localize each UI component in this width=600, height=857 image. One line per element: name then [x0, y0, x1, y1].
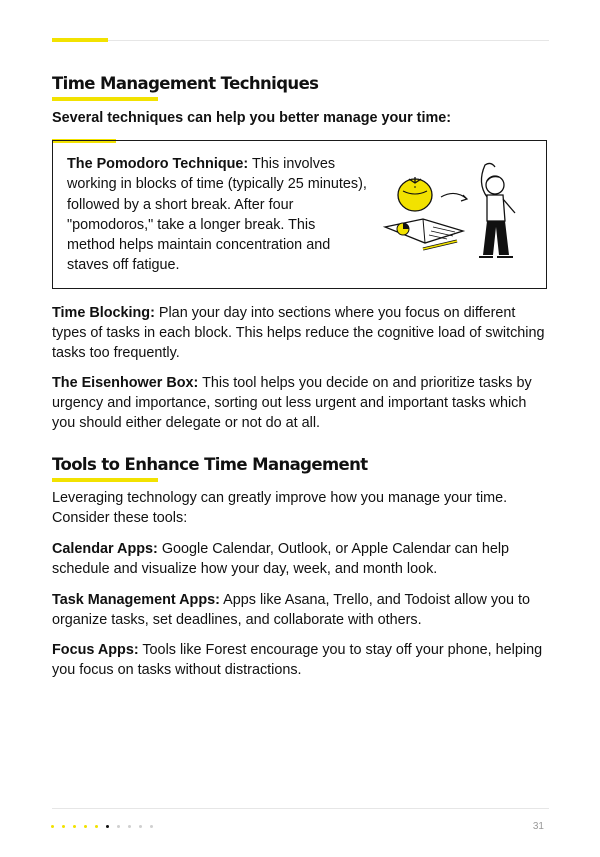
progress-dot: [106, 825, 109, 828]
top-accent-bar: [52, 38, 108, 42]
pomodoro-title: The Pomodoro Technique:: [67, 156, 249, 172]
tool-calendar-apps: [52, 539, 552, 579]
technique-title: The Eisenhower Box:: [52, 375, 199, 391]
footer-divider: [52, 808, 549, 809]
tool-task-management-apps: [52, 590, 552, 630]
progress-dot: [128, 825, 131, 828]
techniques-intro: Several techniques can help you better manage your time:: [52, 110, 452, 126]
tool-body: Google Calendar, Outlook, or Apple Calendar can help schedule and visualize how your day, week, and month look.: [52, 541, 510, 577]
progress-dot: [84, 825, 87, 828]
progress-dot: [139, 825, 142, 828]
progress-dot: [62, 825, 65, 828]
technique-time-blocking: [52, 303, 552, 363]
progress-dot: [95, 825, 98, 828]
technique-body: This tool helps you decide on and prioritize tasks by urgency and importance, sorting out less urgent and important tasks which you should either delegate or not do at all.: [52, 375, 532, 431]
top-divider: [52, 40, 549, 41]
tool-title: Task Management Apps:: [52, 592, 220, 608]
tools-intro: Leveraging technology can greatly improve how you manage your time. Consider these tools:: [52, 490, 508, 526]
technique-body: Plan your day into sections where you focus on different types of tasks in each block. This helps reduce the cognitive load of switching tasks too frequently.: [52, 305, 545, 361]
progress-dot: [117, 825, 120, 828]
tool-focus-apps: [52, 640, 552, 680]
pomodoro-text: [67, 154, 367, 276]
progress-dot: [73, 825, 76, 828]
technique-eisenhower-box: [52, 373, 552, 433]
pomodoro-illustration: [375, 155, 535, 275]
page-number: 31: [532, 821, 544, 832]
tool-body: Tools like Forest encourage you to stay off your phone, helping you focus on tasks without distractions.: [52, 642, 543, 678]
section-heading-tools: Tools to Enhance Time Management: [52, 455, 368, 474]
tool-body: Apps like Asana, Trello, and Todoist allow you to organize tasks, set deadlines, and collaborate with others.: [52, 592, 531, 628]
heading-underline: [52, 97, 158, 101]
tool-title: Focus Apps:: [52, 642, 139, 658]
progress-dot: [51, 825, 54, 828]
progress-dot: [150, 825, 153, 828]
page-progress-dots: [51, 825, 161, 831]
heading-underline: [52, 478, 158, 482]
tool-title: Calendar Apps:: [52, 541, 158, 557]
technique-title: Time Blocking:: [52, 305, 155, 321]
pomodoro-body: This involves working in blocks of time (typically 25 minutes), followed by a short break. After four "pomodoros," take a longer break. This method helps maintain concentration and staves off fatigue.: [67, 156, 367, 274]
pomodoro-callout-box: [52, 140, 547, 289]
section-heading-techniques: Time Management Techniques: [52, 74, 319, 93]
